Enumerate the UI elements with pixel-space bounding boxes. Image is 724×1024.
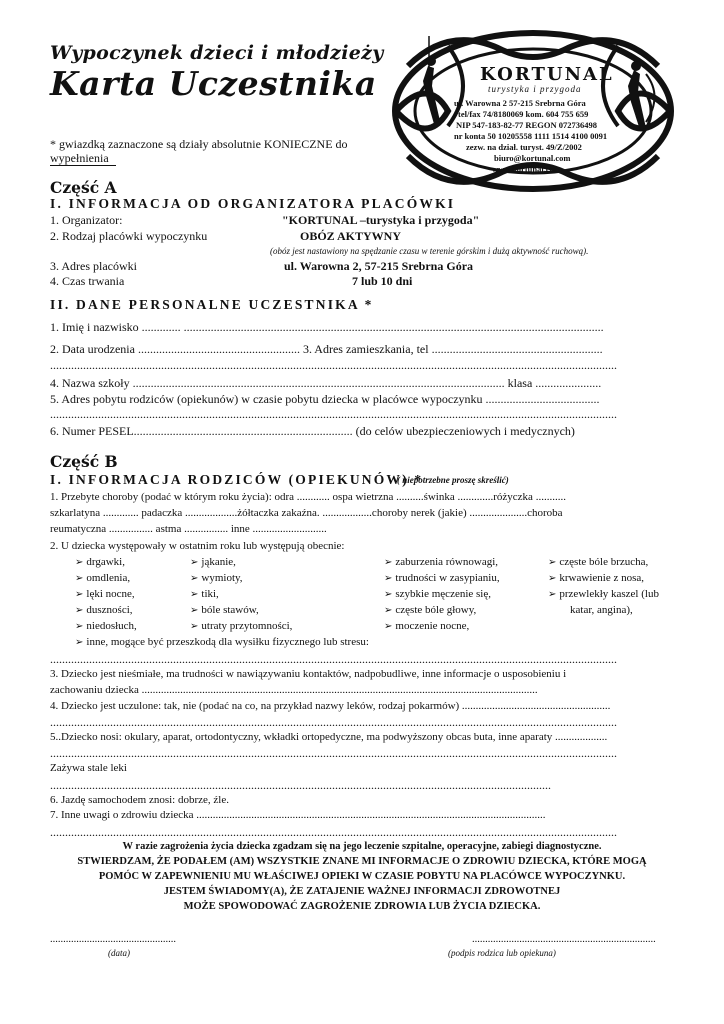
facility-address-value: ul. Warowna 2, 57-215 Srebrna Góra [284,259,474,273]
logo-brand: KORTUNAL [480,64,614,85]
q5-aids[interactable]: 5..Dziecko nosi: okulary, aparat, ortodontyczny, wkładki ortopedyczne, ma podwyższony obcas buta, inne aparaty ................... [50,731,608,743]
field-parents-address-cont[interactable]: ............................................................................................................................................................................................. [50,407,617,421]
q3-temperament-cont[interactable]: zachowaniu dziecka ................................................................................................................................................ [50,684,538,696]
field-address-cont[interactable]: ............................................................................................................................................................................................. [50,358,617,372]
symptom-item[interactable]: ➢ drgawki, [75,556,125,568]
symptom-other[interactable]: ➢ inne, mogące być przeszkodą dla wysiłku fizycznego lub stresu: [75,636,369,648]
field-school[interactable]: 4. Nazwa szkoły ............................................................................................................................ klasa ...................... [50,376,602,390]
organizer-value: "KORTUNAL –turystyka i przygoda" [282,213,480,227]
consent-line: MOŻE SPOWODOWAĆ ZAGROŻENIE ZDROWIA LUB ŻYCIA DZIECKA. [183,901,541,912]
field-pesel[interactable]: 6. Numer PESEL......................................................................... (do celów ubezpieczeniowych i medycznych) [50,424,575,438]
symptom-item[interactable]: ➢ przewlekły kaszel (lub [548,588,659,600]
part-b-heading: Część B [50,452,118,471]
section-personal-data: II. DANE PERSONALNE UCZESTNIKA * [50,297,374,312]
logo-tagline: turystyka i przygoda [488,84,582,94]
logo-nip: NIP 547-183-82-77 REGON 072736498 [456,120,597,130]
note-underline [50,165,116,166]
q1-diseases-cont[interactable]: szkarlatyna ............. padaczka ...................żółtaczka zakaźna. ..................choroby nerek (jakie) .....................choroba [50,507,563,519]
symptom-item[interactable]: ➢ szybkie męczenie się, [384,588,491,600]
form-subtitle: Wypoczynek dzieci i młodzieży [50,42,384,64]
symptom-item[interactable]: ➢ niedosłuch, [75,620,137,632]
section-parents-note: ( niepotrzebne proszę skreślić) [397,475,509,485]
symptom-item[interactable]: ➢ tiki, [190,588,219,600]
field-birthdate-address[interactable]: 2. Data urodzenia ...................................................... 3. Adres zamieszkania, tel ......................................................... [50,342,603,356]
q1-diseases[interactable]: 1. Przebyte choroby (podać w którym roku życia): odra ............ ospa wietrzna ..........świnka .............różyczka ........... [50,491,566,503]
required-note-cont: wypełnienia [50,151,109,165]
q4-allergies[interactable]: 4. Dziecko jest uczulone: tak, nie (podać na co, na przykład nazwy leków, rodzaj pokarmów) ...................................................... [50,700,611,712]
field-full-name[interactable]: 1. Imię i nazwisko ............. ............................................................................................................................................ [50,320,604,334]
symptom-item[interactable]: ➢ krwawienie z nosa, [548,572,644,584]
part-a-heading: Część A [50,178,117,197]
symptom-item[interactable]: ➢ trudności w zasypianiu, [384,572,500,584]
logo-phone: tel/fax 74/8180069 kom. 604 755 659 [458,109,589,119]
logo-website: www.kortunal.com [492,164,561,174]
symptom-item[interactable]: ➢ jąkanie, [190,556,236,568]
facility-type-note: (obóz jest nastawiony na spędzanie czasu w terenie górskim i dużą aktywność ruchową). [270,246,589,256]
q7-other-notes[interactable]: 7. Inne uwagi o zdrowiu dziecka ............................................................................................................................... [50,809,546,821]
meds-dots[interactable]: ....................................................................................................................................................................... [50,778,551,792]
consent-line: STWIERDZAM, ŻE PODAŁEM (AM) WSZYSTKIE ZNANE MI INFORMACJE O ZDROWIU DZIECKA, KTÓRE MOGĄ [77,856,647,867]
section-parents-info: I. INFORMACJA RODZICÓW (OPIEKUNÓW) * [50,472,424,487]
meds-label: Zażywa stale leki [50,762,127,774]
logo-email: biuro@kortunal.com [494,153,571,163]
logo-address: ul. Warowna 2 57-215 Srebrna Góra [454,98,586,108]
symptom-item[interactable]: ➢ częste bóle brzucha, [548,556,648,568]
q1-diseases-cont2[interactable]: reumatyczna ................ astma ................ inne ........................... [50,523,327,535]
symptom-item[interactable]: ➢ omdlenia, [75,572,130,584]
consent-line: W razie zagrożenia życia dziecka zgadzam się na jego leczenie szpitalne, operacyjne, zabiegi diagnostyczne. [122,841,602,852]
symptom-item[interactable]: ➢ moczenie nocne, [384,620,469,632]
q4-allergies-dots[interactable]: ............................................................................................................................................................................................. [50,715,617,729]
symptom-item[interactable]: ➢ utraty przytomności, [190,620,292,632]
signature-caption: (podpis rodzica lub opiekuna) [448,948,556,958]
organizer-label: 1. Organizator: [50,213,123,227]
symptom-item[interactable]: ➢ częste bóle głowy, [384,604,476,616]
date-caption: (data) [108,948,130,958]
facility-type-value: OBÓZ AKTYWNY [300,229,402,243]
section-organizer-info: I. INFORMACJA OD ORGANIZATORA PLACÓWKI [50,196,456,211]
signature-field[interactable]: ...................................................................... [472,934,656,945]
duration-label: 4. Czas trwania [50,274,125,288]
symptom-item[interactable]: ➢ bóle stawów, [190,604,259,616]
kortunal-logo [388,26,678,196]
date-field[interactable]: ................................................ [50,934,176,945]
q5-aids-dots[interactable]: ............................................................................................................................................................................................. [50,746,617,760]
q3-temperament[interactable]: 3. Dziecko jest nieśmiałe, ma trudności w nawiązywaniu kontaktów, nadpobudliwe, inne informacje o usposobieniu i [50,668,567,680]
facility-address-label: 3. Adres placówki [50,259,137,273]
logo-permit: zezw. na dział. turyst. 49/Z/2002 [466,142,582,152]
consent-line: JESTEM ŚWIADOMY(A), ŻE ZATAJENIE WAŻNEJ INFORMACJI ZDROWOTNEJ [163,886,561,897]
q2-symptoms: 2. U dziecka występowały w ostatnim roku lub występują obecnie: [50,540,345,552]
symptom-other-dots[interactable]: ............................................................................................................................................................................................. [50,652,617,666]
symptom-item-cont: katar, angina), [570,604,633,616]
consent-line: POMÓC W ZAPEWNIENIU MU WŁAŚCIWEJ OPIEKI W CZASIE POBYTU NA PLACÓWCE WYPOCZYNKU. [98,871,626,882]
duration-value: 7 lub 10 dni [352,274,413,288]
symptom-item[interactable]: ➢ duszności, [75,604,133,616]
symptom-item[interactable]: ➢ zaburzenia równowagi, [384,556,498,568]
symptom-item[interactable]: ➢ wymioty, [190,572,243,584]
logo-account: nr konta 50 10205558 1111 1514 4100 0091 [454,131,608,141]
facility-type-label: 2. Rodzaj placówki wypoczynku [50,229,208,243]
q6-car-travel[interactable]: 6. Jazdę samochodem znosi: dobrze, źle. [50,794,229,806]
required-note: * gwiazdką zaznaczone są działy absolutnie KONIECZNE do [50,137,348,151]
symptom-item[interactable]: ➢ lęki nocne, [75,588,135,600]
form-title: Karta Uczestnika [50,64,377,103]
field-parents-address[interactable]: 5. Adres pobytu rodziców (opiekunów) w czasie pobytu dziecka w placówce wypoczynku ...................................... [50,392,600,406]
q7-other-notes-dots[interactable]: ............................................................................................................................................................................................. [50,825,617,839]
